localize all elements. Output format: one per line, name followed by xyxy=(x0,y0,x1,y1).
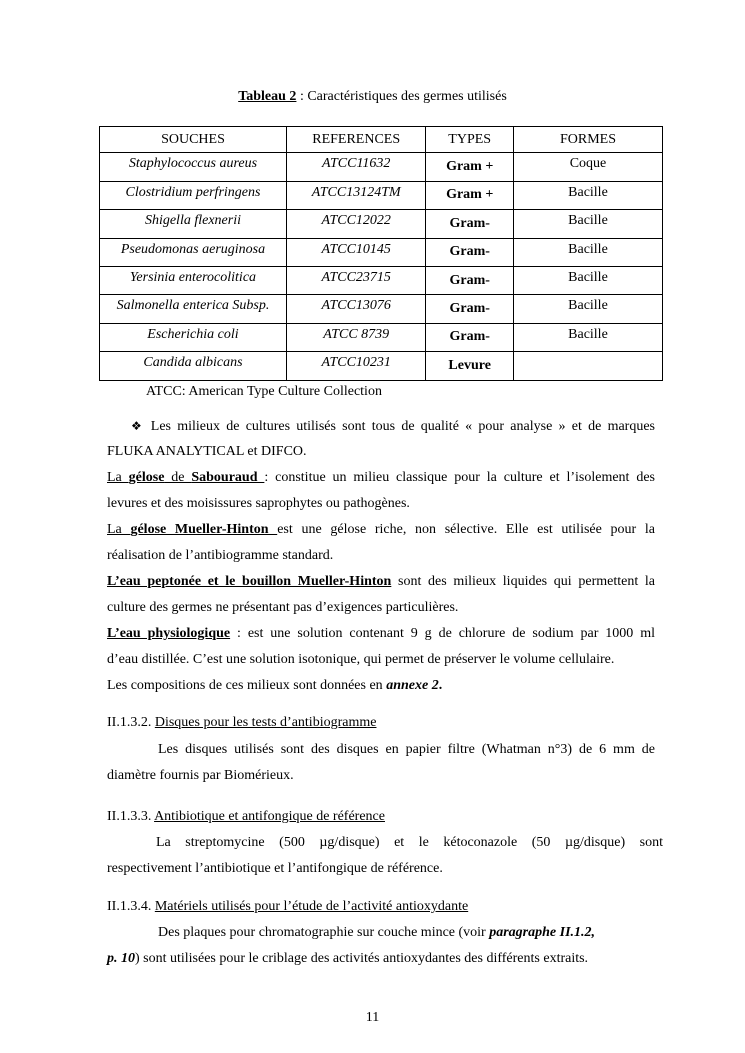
cell-reference: ATCC23715 xyxy=(286,266,425,294)
section-II-1-3-2-line1: Les disques utilisés sont des disques en papier filtre (Whatman n°3) de 6 mm de xyxy=(158,742,655,757)
mueller-hinton-line2: réalisation de l’antibiogramme standard. xyxy=(107,548,334,563)
eau-physiologique-line1: L’eau physiologique : est une solution contenant 9 g de chlorure de sodium par 1000 ml xyxy=(107,626,655,641)
cell-forme: Bacille xyxy=(513,323,662,351)
table-row xyxy=(100,266,663,294)
section-II-1-3-4-line2: p. 10) sont utilisées pour le criblage des activités antioxydantes des différents extraits. xyxy=(107,951,589,966)
caption-text: : Caractéristiques des germes utilisés xyxy=(296,89,507,104)
cell-souche: Yersinia enterocolitica xyxy=(100,266,287,294)
cell-souche: Shigella flexnerii xyxy=(100,210,287,238)
cell-forme: Bacille xyxy=(513,181,662,209)
eau-physiologique-line2: d’eau distillée. C’est une solution isotonique, qui permet de préserver le volume cellulaire. xyxy=(107,652,615,667)
cell-forme: Bacille xyxy=(513,210,662,238)
cell-souche: Escherichia coli xyxy=(100,323,287,351)
section-II-1-3-4-heading: II.1.3.4. Matériels utilisés pour l’étude de l’activité antioxydante xyxy=(107,899,469,914)
cell-type: Gram- xyxy=(426,323,514,351)
cell-type: Gram- xyxy=(426,210,514,238)
eau-peptonee-line2: culture des germes ne présentant pas d’exigences particulières. xyxy=(107,600,459,615)
sabouraud-line1: La gélose de Sabouraud : constitue un milieu classique pour la culture et l’isolement des xyxy=(107,470,655,485)
section-II-1-3-3-line2: respectivement l’antibiotique et l’antifongique de référence. xyxy=(107,861,443,876)
cell-souche: Salmonella enterica Subsp. xyxy=(100,295,287,323)
cell-type: Gram- xyxy=(426,238,514,266)
cell-type: Levure xyxy=(426,352,514,380)
cell-souche: Pseudomonas aeruginosa xyxy=(100,238,287,266)
mueller-hinton-line1: La gélose Mueller-Hinton est une gélose riche, non sélective. Elle est utilisée pour la xyxy=(107,522,656,537)
table-row xyxy=(100,181,663,209)
milieux-intro-line2: FLUKA ANALYTICAL et DIFCO. xyxy=(107,444,307,459)
table-row xyxy=(100,295,663,323)
table-row xyxy=(100,210,663,238)
table-row xyxy=(100,153,663,181)
header-types: TYPES xyxy=(426,127,514,153)
sabouraud-line2: levures et des moisissures saprophytes ou pathogènes. xyxy=(107,496,410,511)
section-II-1-3-3-heading: II.1.3.3. Antibiotique et antifongique de référence xyxy=(107,809,385,824)
page-number: 11 xyxy=(365,1010,380,1025)
cell-type: Gram- xyxy=(426,266,514,294)
diamond-bullet-icon: ❖ xyxy=(131,419,145,433)
section-II-1-3-2-heading: II.1.3.2. Disques pour les tests d’antibiogramme xyxy=(107,715,377,730)
cell-souche: Candida albicans xyxy=(100,352,287,380)
cell-forme: Bacille xyxy=(513,266,662,294)
cell-souche: Staphylococcus aureus xyxy=(100,153,287,181)
cell-type: Gram- xyxy=(426,295,514,323)
table-header-row xyxy=(100,127,663,153)
cell-reference: ATCC13124TM xyxy=(286,181,425,209)
cell-reference: ATCC10145 xyxy=(286,238,425,266)
cell-type: Gram + xyxy=(426,181,514,209)
table-row xyxy=(100,323,663,351)
section-II-1-3-3-line1: La streptomycine (500 µg/disque) et le kétoconazole (50 µg/disque) sont xyxy=(156,835,663,850)
cell-reference: ATCC11632 xyxy=(286,153,425,181)
header-formes: FORMES xyxy=(513,127,662,153)
section-II-1-3-4-line1: Des plaques pour chromatographie sur couche mince (voir paragraphe II.1.2, xyxy=(158,925,596,940)
caption-label: Tableau 2 xyxy=(238,89,297,104)
milieux-intro-line1: ❖ Les milieux de cultures utilisés sont tous de qualité « pour analyse » et de marques xyxy=(131,419,656,434)
annexe-reference: annexe 2 xyxy=(386,678,439,693)
cell-forme: Bacille xyxy=(513,295,662,323)
cell-forme: Bacille xyxy=(513,238,662,266)
atcc-note: ATCC: American Type Culture Collection xyxy=(146,384,382,399)
cell-reference: ATCC13076 xyxy=(286,295,425,323)
cell-forme: Coque xyxy=(513,153,662,181)
cell-reference: ATCC12022 xyxy=(286,210,425,238)
cell-reference: ATCC 8739 xyxy=(286,323,425,351)
cell-forme xyxy=(513,352,662,380)
section-II-1-3-2-line2: diamètre fournis par Biomérieux. xyxy=(107,768,294,783)
cell-type: Gram + xyxy=(426,153,514,181)
header-souches: SOUCHES xyxy=(100,127,287,153)
eau-peptonee-line1: L’eau peptonée et le bouillon Mueller-Hinton sont des milieux liquides qui permettent la xyxy=(107,574,655,589)
table-row xyxy=(100,238,663,266)
table-row xyxy=(100,352,663,380)
cell-reference: ATCC10231 xyxy=(286,352,425,380)
paragraph-reference: paragraphe II.1.2, xyxy=(489,925,596,940)
page-reference: p. 10 xyxy=(107,951,135,966)
compositions-line: Les compositions de ces milieux sont données en annexe 2. xyxy=(107,678,443,693)
germs-table xyxy=(99,126,663,381)
cell-souche: Clostridium perfringens xyxy=(100,181,287,209)
table-caption xyxy=(0,89,745,105)
header-references: REFERENCES xyxy=(286,127,425,153)
